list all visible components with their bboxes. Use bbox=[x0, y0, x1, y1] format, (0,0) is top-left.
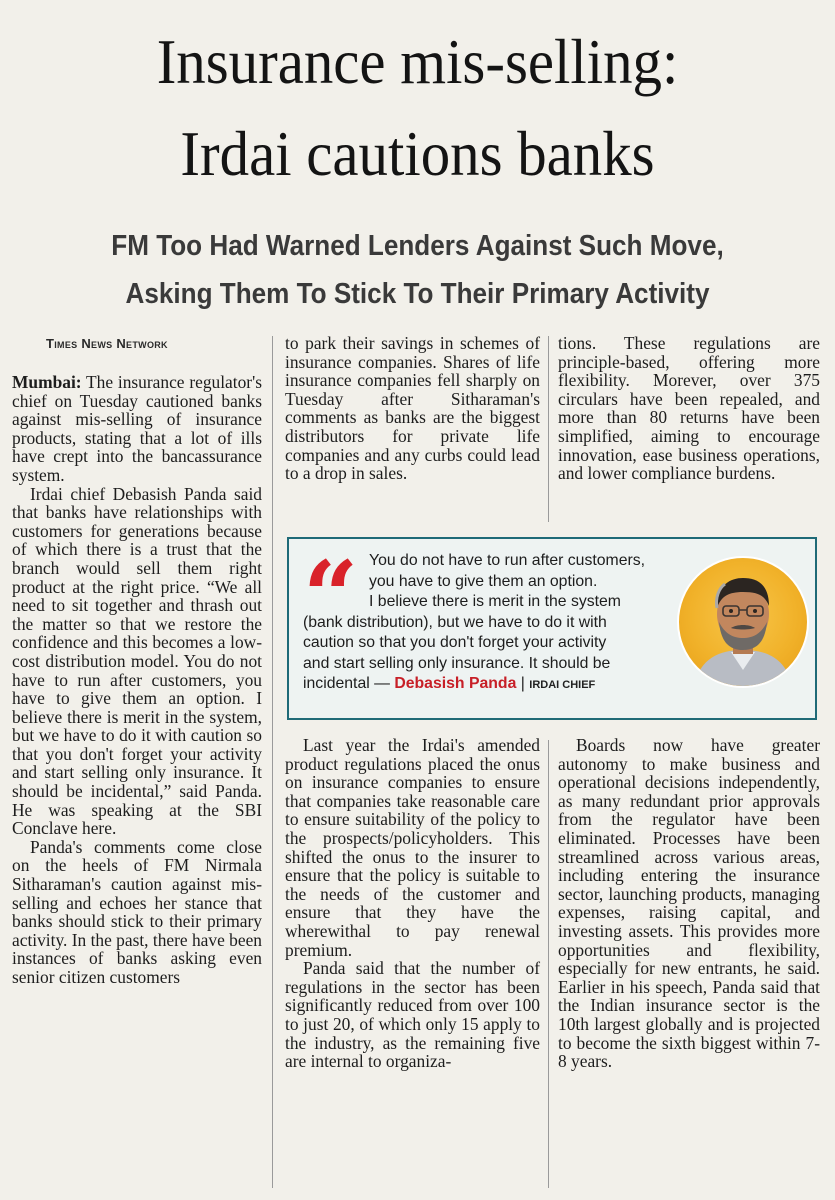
col3-top-text: tions. These regulations are principle-based, offering more flexibility. Morever, over 375 circulars have been repealed, and more than 80 returns have been simplified, aiming to encourage innovation, ease business operations, and lower compliance burdens. bbox=[558, 333, 820, 484]
paragraph-1 bbox=[12, 373, 262, 485]
quote-line-3: I believe there is merit in the system bbox=[369, 593, 621, 610]
quote-author: Debasish Panda bbox=[394, 675, 517, 692]
deck-line-1: FM Too Had Warned Lenders Against Such Move, bbox=[111, 230, 724, 262]
pull-quote-text bbox=[299, 540, 646, 696]
article-column-2-bottom bbox=[285, 736, 540, 1071]
article-column-2-top bbox=[285, 334, 540, 483]
headline-line-1: Insurance mis-selling: bbox=[156, 26, 679, 97]
quote-line-7 bbox=[299, 674, 629, 696]
column-rule-2-bottom bbox=[548, 740, 549, 1188]
byline: Times News Network bbox=[46, 336, 168, 351]
pull-quote-box bbox=[287, 537, 817, 720]
deck-line-2: Asking Them To Stick To Their Primary Activity bbox=[125, 278, 710, 310]
col3-bottom-text: Boards now have greater autonomy to make business and operational decisions independently, as many redundant prior approvals from the regulator have been eliminated. Processes have been streamlined across various areas, including entering the insurance sector, launching products, managing expenses, raising capital, and investing assets. This provides more opportunities and flexibility, especially for new entrants, he said. Earlier in his speech, Panda said that the Indian insurance sector is the 10th largest globally and is projected to become the sixth biggest within 7-8 years. bbox=[558, 735, 820, 1072]
quote-line-6: and start selling only insurance. It should be bbox=[303, 654, 611, 672]
article-column-3-bottom bbox=[558, 736, 820, 1071]
paragraph-1-text: The insurance regulator's chief on Tuesday cautioned banks against mis-selling of insurance products, stating that a lot of ills have crept into the bancassurance system. bbox=[12, 372, 262, 485]
article-column-3-top bbox=[558, 334, 820, 483]
paragraph-2: Irdai chief Debasish Panda said that banks have relationships with customers for generations because of which there is a trust that the branch would sell them right product at the right price. “We all need to sit together and thrash out the matter so that we restore the confidence and this becomes a low-cost distribution model. You do not have to run after customers, you have to give them an option. I believe there is merit in the system, but we have to do it with caution so that you don't forget your activity and start selling only insurance. It should be incidental,” said Panda. He was speaking at the SBI Conclave here. bbox=[12, 483, 262, 839]
portrait-icon bbox=[679, 558, 807, 686]
quote-line-2: you have to give them an option. bbox=[369, 572, 598, 590]
column-rule-1 bbox=[272, 336, 273, 1188]
quote-author-title: IRDAI CHIEF bbox=[529, 679, 596, 691]
quote-line-5: caution so that you don't forget your activity bbox=[303, 634, 607, 651]
headline-line-2: Irdai cautions banks bbox=[180, 118, 655, 189]
col2-bottom-paragraph-1: Last year the Irdai's amended product regulations placed the onus on insurance companies to ensure that companies take reasonable care to ensure suitability of the policy to the prospects/policyholders. This shifted the onus to the insurer to ensure that the policy is suitable to the needs of the customer and ensure that they have the wherewithal to pay renewal premium. bbox=[285, 735, 540, 960]
article-column-1 bbox=[12, 373, 262, 987]
col2-bottom-paragraph-2: Panda said that the number of regulations in the sector has been significantly reduced from over 100 to just 20, of which only 15 apply to the industry, as the remaining five are internal to organiza- bbox=[285, 958, 540, 1072]
quote-line-4: (bank distribution), but we have to do it with bbox=[303, 613, 607, 631]
col2-top-text: to park their savings in schemes of insurance companies. Shares of life insurance companies fell sharply on Tuesday after Sitharaman's comments as banks are the biggest distributors for private life companies and any curbs could lead to a drop in sales. bbox=[285, 333, 540, 484]
speaker-portrait-photo bbox=[677, 556, 809, 688]
quote-mark-icon: “ bbox=[303, 540, 359, 653]
paragraph-3: Panda's comments come close on the heels of FM Nirmala Sitharaman's caution against mis-selling and echoes her stance that banks should stick to their primary activity. In the past, there have been instances of banks asking even senior citizen customers bbox=[12, 836, 262, 987]
quote-line-7-text: incidental — bbox=[303, 675, 395, 692]
quote-line-1: You do not have to run after customers, bbox=[369, 552, 646, 569]
column-rule-2-top bbox=[548, 336, 549, 522]
quote-separator: | bbox=[516, 675, 530, 692]
dateline: Mumbai: bbox=[12, 372, 82, 392]
